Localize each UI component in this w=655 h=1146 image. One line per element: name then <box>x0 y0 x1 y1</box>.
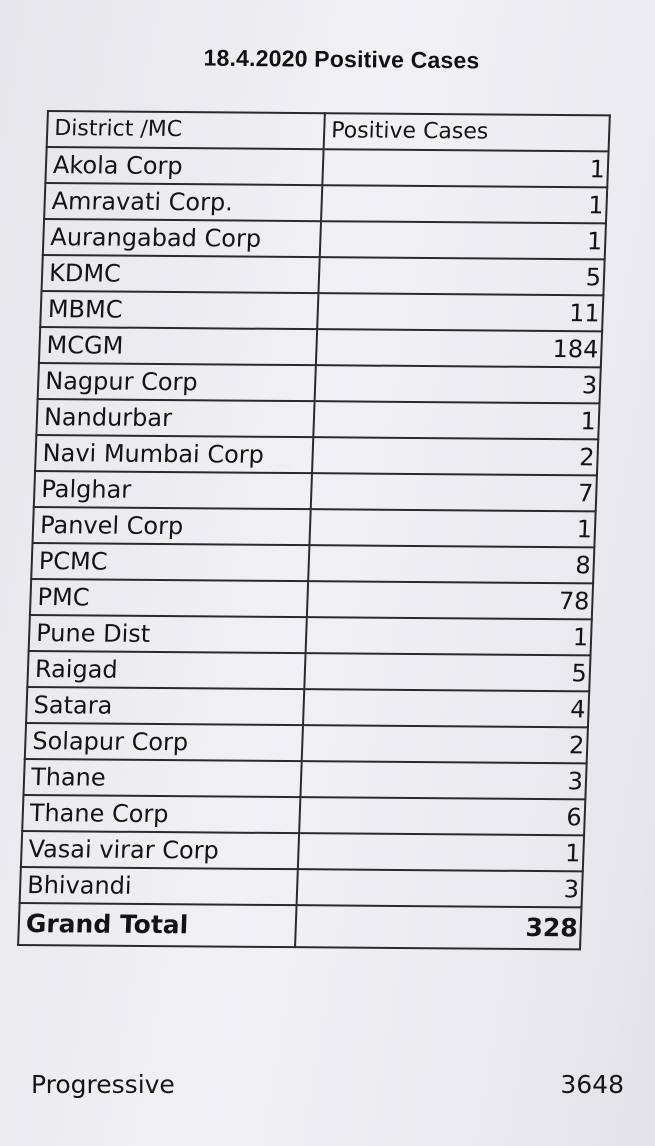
positive-cases-cell: 7 <box>311 473 597 511</box>
district-cell: Pune Dist <box>29 615 307 653</box>
district-cell: MCGM <box>39 327 317 365</box>
grand-total-value: 328 <box>295 905 581 949</box>
table-row <box>29 615 592 655</box>
positive-cases-cell: 2 <box>302 725 588 763</box>
column-header-positive-cases: Positive Cases <box>324 113 610 151</box>
table-row <box>22 795 585 835</box>
positive-cases-cell: 1 <box>298 833 584 871</box>
positive-cases-cell: 8 <box>308 545 594 583</box>
table-row <box>21 831 584 871</box>
table-row <box>40 291 603 331</box>
positive-cases-cell: 3 <box>300 761 586 799</box>
positive-cases-cell: 5 <box>304 653 590 691</box>
district-cell: Nagpur Corp <box>38 363 316 401</box>
table-row <box>39 327 602 367</box>
cases-table-wrapper <box>17 110 609 950</box>
district-cell: Nandurbar <box>36 399 314 437</box>
district-cell: PCMC <box>31 543 309 581</box>
positive-cases-cell: 1 <box>309 509 595 547</box>
district-cell: Satara <box>26 687 304 725</box>
progressive-value: 3648 <box>560 1070 624 1099</box>
grand-total-row <box>18 903 581 949</box>
positive-cases-cell: 1 <box>306 617 592 655</box>
table-row <box>30 579 593 619</box>
table-row <box>25 723 588 763</box>
table-row <box>35 435 598 475</box>
table-row <box>36 399 599 439</box>
district-cell: PMC <box>30 579 308 617</box>
district-cell: Navi Mumbai Corp <box>35 435 313 473</box>
district-cell: Vasai virar Corp <box>21 831 299 869</box>
table-header-row <box>47 111 610 151</box>
column-header-district: District /MC <box>47 111 325 149</box>
positive-cases-cell: 1 <box>321 185 607 223</box>
district-cell: Palghar <box>34 471 312 509</box>
table-row <box>44 183 607 223</box>
table-row <box>33 507 596 547</box>
district-cell: Raigad <box>27 651 305 689</box>
district-cell: Thane <box>23 759 301 797</box>
table-row <box>26 687 589 727</box>
district-cell: Akola Corp <box>45 147 323 185</box>
district-cell: MBMC <box>40 291 318 329</box>
progressive-label: Progressive <box>31 1070 175 1099</box>
district-cell: Aurangabad Corp <box>43 219 321 257</box>
positive-cases-cell: 2 <box>312 437 598 475</box>
district-cell: KDMC <box>42 255 320 293</box>
cases-table <box>17 110 611 950</box>
district-cell: Panvel Corp <box>33 507 311 545</box>
positive-cases-cell: 1 <box>313 401 599 439</box>
district-cell: Solapur Corp <box>25 723 303 761</box>
positive-cases-cell: 1 <box>320 221 606 259</box>
table-row <box>34 471 597 511</box>
positive-cases-cell: 78 <box>307 581 593 619</box>
positive-cases-cell: 4 <box>303 689 589 727</box>
document-title: 18.4.2020 Positive Cases <box>203 44 480 74</box>
table-row <box>31 543 594 583</box>
positive-cases-cell: 3 <box>315 365 601 403</box>
positive-cases-cell: 11 <box>317 293 603 331</box>
table-row <box>23 759 586 799</box>
table-row <box>20 867 583 907</box>
district-cell: Amravati Corp. <box>44 183 322 221</box>
positive-cases-cell: 5 <box>318 257 604 295</box>
table-row <box>45 147 608 187</box>
positive-cases-cell: 3 <box>297 869 583 907</box>
positive-cases-cell: 6 <box>299 797 585 835</box>
table-row <box>27 651 590 691</box>
table-row <box>42 255 605 295</box>
table-row <box>38 363 601 403</box>
district-cell: Bhivandi <box>20 867 298 905</box>
positive-cases-cell: 1 <box>322 149 608 187</box>
table-body <box>20 147 609 907</box>
grand-total-label: Grand Total <box>18 903 296 947</box>
positive-cases-cell: 184 <box>316 329 602 367</box>
district-cell: Thane Corp <box>22 795 300 833</box>
table-row <box>43 219 606 259</box>
